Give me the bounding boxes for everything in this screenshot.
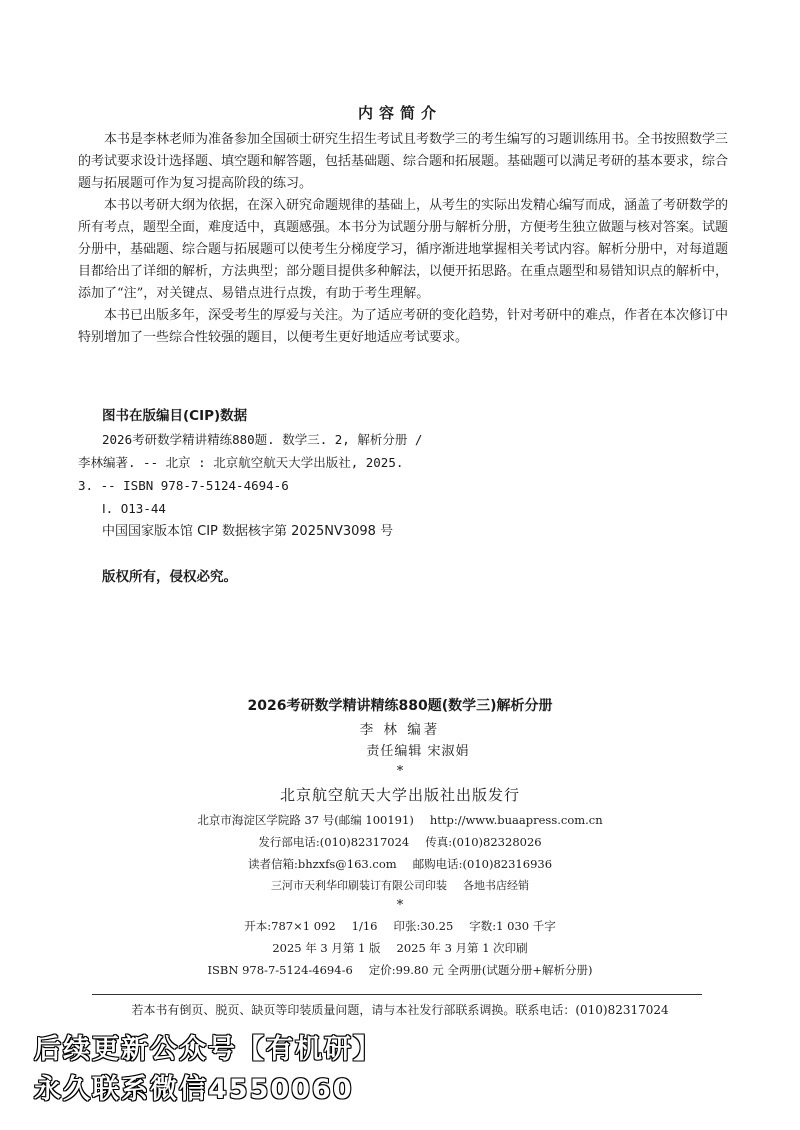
intro-title: 内容简介 (357, 104, 442, 122)
intro-body (78, 129, 728, 349)
colophon-printer-line (0, 875, 800, 897)
publisher-website: http://www.buaapress.com.cn (429, 813, 603, 827)
word-count: 字数:1 030 千字 (469, 919, 556, 933)
reader-email: 读者信箱:bhzxfs@163.com (247, 857, 397, 871)
isbn: ISBN 978-7-5124-4694-6 (207, 963, 353, 977)
cip-data-number: 中国国家版本馆 CIP 数据核字第 2025NV3098 号 (102, 524, 394, 539)
quality-notice: 若本书有倒页、脱页、缺页等印装质量问题，请与本社发行部联系调换。联系电话：(010)82317024 (131, 1003, 669, 1017)
fax: 传真:(010)82328026 (425, 835, 542, 849)
distributor: 各地书店经销 (463, 879, 529, 892)
cip-line: 2026考研数学精讲精练880题. 数学三. 2, 解析分册 / (102, 432, 423, 447)
cip-line: 李林编著. -- 北京 : 北京航空航天大学出版社, 2025. (78, 455, 404, 470)
watermark-line: 后续更新公众号【有机研】 (34, 1034, 382, 1065)
printer: 三河市天利华印刷装订有限公司印装 (271, 879, 447, 892)
colophon-separator: * (396, 764, 404, 779)
colophon-editor: 责任编辑 宋淑娟 (366, 744, 470, 759)
cip-line: Ⅰ. O13-44 (102, 501, 166, 516)
colophon-separator: * (396, 898, 404, 913)
divider (92, 994, 702, 995)
mail-order-phone: 邮购电话:(010)82316936 (412, 857, 553, 871)
colophon-edition-line (0, 937, 800, 959)
colophon-isbn-line (0, 959, 800, 981)
colophon-book-title: 2026考研数学精讲精练880题(数学三)解析分册 (247, 698, 553, 714)
price: 定价:99.80 元 全两册(试题分册+解析分册) (368, 963, 593, 977)
edition: 2025 年 3 月第 1 版 (272, 941, 381, 955)
copyright-statement: 版权所有，侵权必究。 (102, 569, 237, 585)
colophon-publisher: 北京航空航天大学出版社出版发行 (279, 786, 520, 804)
format-fraction: 1/16 (351, 919, 378, 933)
watermark (34, 1030, 382, 1110)
colophon-address-line (0, 809, 800, 831)
format: 开本:787×1 092 (244, 919, 336, 933)
colophon-author: 李 林 编著 (359, 722, 441, 738)
colophon-contact-line (0, 853, 800, 875)
intro-paragraph: 本书已出版多年，深受考生的厚爱与关注。为了适应考研的变化趋势，针对考研中的难点，作者在本次修订中特别增加了一些综合性较强的题目，以便考生更好地适应考试要求。 (78, 308, 729, 345)
intro-paragraph: 本书以考研大纲为依据，在深入研究命题规律的基础上，从考生的实际出发精心编写而成，涵盖了考研数学的所有考点，题型全面，难度适中，真题感强。本书分为试题分册与解析分册，方便考生独立做题与核对答案。试题分册中，基础题、综合题与拓展题可以使考生分梯度学习，循序渐进地掌握相关考试内容。解析分册中，对每道题目都给出了详细的解析，方法典型；部分题目提供多种解法，以便开拓思路。在重点题型和易错知识点的解析中，添加了“注”，对关键点、易错点进行点拨，有助于考生理解。 (78, 198, 729, 301)
sheets: 印张:30.25 (393, 919, 454, 933)
cip-title: 图书在版编目(CIP)数据 (102, 408, 248, 424)
colophon (0, 693, 800, 981)
colophon-phone-line (0, 831, 800, 853)
printing: 2025 年 3 月第 1 次印刷 (396, 941, 528, 955)
publisher-address: 北京市海淀区学院路 37 号(邮编 100191) (197, 813, 414, 827)
watermark-line: 永久联系微信4550060 (34, 1074, 354, 1105)
colophon-format-line (0, 915, 800, 937)
intro-paragraph: 本书是李林老师为准备参加全国硕士研究生招生考试且考数学三的考生编写的习题训练用书。全书按照数学三的考试要求设计选择题、填空题和解答题，包括基础题、综合题和拓展题。基础题可以满足考研的基本要求，综合题与拓展题可作为复习提高阶段的练习。 (78, 132, 729, 191)
sales-phone: 发行部电话:(010)82317024 (258, 835, 410, 849)
cip-block (78, 404, 728, 543)
cip-line: 3. -- ISBN 978-7-5124-4694-6 (78, 478, 289, 493)
